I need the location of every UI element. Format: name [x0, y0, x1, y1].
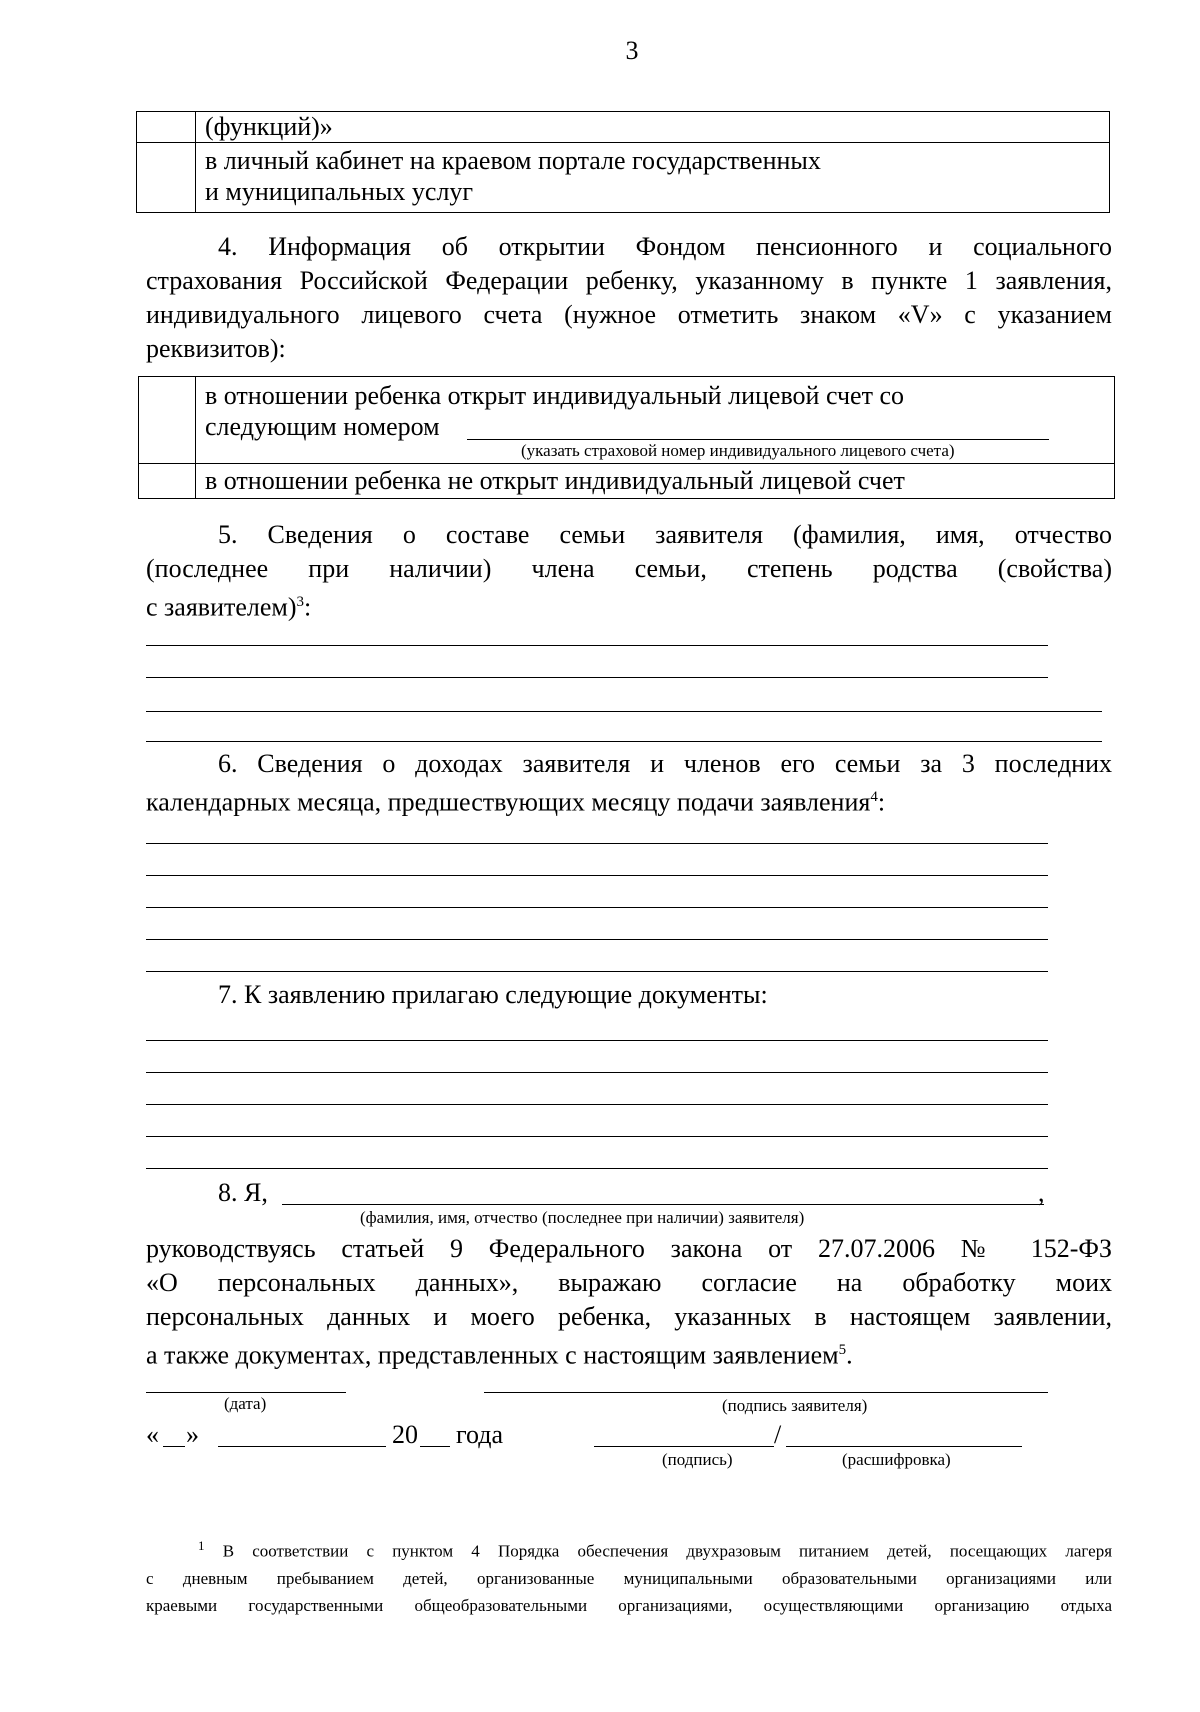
footnote-ref: 4 — [870, 789, 878, 805]
date-label: (дата) — [224, 1394, 267, 1413]
checkbox-cell[interactable] — [137, 143, 196, 212]
section8-line — [146, 1334, 853, 1372]
checkbox-cell[interactable] — [137, 112, 196, 142]
year-field[interactable] — [420, 1446, 450, 1447]
section7-text: 7. К заявлению прилагаю следующие документы: — [218, 980, 768, 1009]
checkbox-account-not-opened[interactable] — [139, 464, 196, 498]
checkbox-account-opened[interactable] — [139, 377, 196, 463]
section5-last: с заявителем) — [146, 592, 297, 622]
section4-line: индивидуального лицевого счета (нужное отметить знаком «V» с указанием — [146, 300, 1112, 329]
section6-last: календарных месяца, предшествующих месяцу подачи заявления — [146, 787, 871, 817]
sign-field[interactable] — [594, 1446, 774, 1447]
documents-line[interactable] — [146, 1072, 1048, 1073]
account-opened-text: следующим номером — [205, 412, 440, 441]
family-line[interactable] — [146, 741, 1102, 742]
applicant-name-field[interactable] — [282, 1204, 1044, 1205]
income-line[interactable] — [146, 843, 1048, 844]
section5-line: 5. Сведения о составе семьи заявителя (фамилия, имя, отчество — [218, 520, 1112, 549]
family-line[interactable] — [146, 711, 1102, 712]
period: . — [846, 1340, 853, 1370]
slash: / — [774, 1420, 782, 1449]
section8-line: руководствуясь статьей 9 Федерального закона от 27.07.2006 № 152-ФЗ — [146, 1234, 1112, 1263]
footnote-text: В соответствии с пунктом 4 Порядка обеспечения двухразовым питанием детей, посещающих лагеря — [222, 1541, 1113, 1561]
section5-line — [146, 586, 311, 624]
table-row-text: и муниципальных услуг — [205, 177, 474, 206]
decode-label: (расшифровка) — [842, 1450, 951, 1469]
year-prefix: 20 — [392, 1420, 418, 1449]
footnote-1 — [146, 1532, 1112, 1619]
income-line[interactable] — [146, 971, 1048, 972]
section4-line: страхования Российской Федерации ребенку, указанному в пункте 1 заявления, — [146, 266, 1112, 295]
table-row — [139, 463, 1114, 498]
section8-line: «О персональных данных», выражаю согласие на обработку моих — [146, 1268, 1112, 1297]
income-line[interactable] — [146, 939, 1048, 940]
section6-line — [146, 781, 885, 819]
section5-line: (последнее при наличии) члена семьи, степень родства (свойства) — [146, 554, 1112, 583]
year-suffix: года — [456, 1420, 504, 1449]
table-row-text: (функций)» — [205, 112, 333, 141]
account-table — [138, 376, 1115, 499]
page-number: 3 — [625, 36, 639, 65]
account-number-hint: (указать страховой номер индивидуального лицевого счета) — [521, 441, 955, 460]
footnote-line: краевыми государственными общеобразовательными организациями, осуществляющими организацию отдыха — [146, 1595, 1112, 1615]
account-number-field[interactable] — [467, 439, 1049, 440]
colon: : — [877, 787, 886, 817]
table-row — [137, 142, 1109, 212]
sign-label: (подпись) — [662, 1450, 733, 1469]
day-field[interactable] — [163, 1446, 185, 1447]
footnote-ref: 5 — [838, 1342, 847, 1358]
footnote-line: с дневным пребыванием детей, организованные муниципальными образовательными организациями или — [146, 1568, 1112, 1588]
documents-line[interactable] — [146, 1104, 1048, 1105]
section4-line: реквизитов): — [146, 334, 286, 363]
date-quote-close: » — [186, 1420, 199, 1449]
income-line[interactable] — [146, 907, 1048, 908]
signature-label: (подпись заявителя) — [722, 1396, 868, 1415]
month-field[interactable] — [218, 1446, 386, 1447]
delivery-method-table — [136, 111, 1110, 213]
footnote-marker: 1 — [198, 1538, 205, 1553]
applicant-signature-line[interactable] — [484, 1392, 1048, 1393]
section8-line: персональных данных и моего ребенка, указанных в настоящем заявлении, — [146, 1302, 1112, 1331]
documents-line[interactable] — [146, 1168, 1048, 1169]
colon: : — [304, 592, 312, 622]
date-line[interactable] — [146, 1392, 346, 1393]
applicant-name-hint: (фамилия, имя, отчество (последнее при наличии) заявителя) — [360, 1208, 805, 1227]
section8-last: а также документах, представленных с настоящим заявлением — [146, 1340, 839, 1370]
footnote-line — [146, 1532, 1112, 1565]
account-not-opened-text: в отношении ребенка не открыт индивидуальный лицевой счет — [205, 466, 905, 495]
section4-line: 4. Информация об открытии Фондом пенсионного и социального — [218, 232, 1112, 261]
documents-line[interactable] — [146, 1040, 1048, 1041]
footnote-ref: 3 — [296, 594, 305, 610]
date-quote-open: « — [146, 1420, 159, 1449]
section6-line: 6. Сведения о доходах заявителя и членов его семьи за 3 последних — [218, 749, 1112, 778]
family-line[interactable] — [146, 677, 1048, 678]
section8-comma: , — [1038, 1178, 1045, 1207]
section8-prefix: 8. Я, — [218, 1178, 268, 1207]
table-row-text: в личный кабинет на краевом портале государственных — [205, 146, 821, 175]
decode-field[interactable] — [786, 1446, 1022, 1447]
account-opened-text: в отношении ребенка открыт индивидуальный лицевой счет со — [205, 381, 904, 410]
income-line[interactable] — [146, 875, 1048, 876]
documents-line[interactable] — [146, 1136, 1048, 1137]
family-line[interactable] — [146, 645, 1048, 646]
